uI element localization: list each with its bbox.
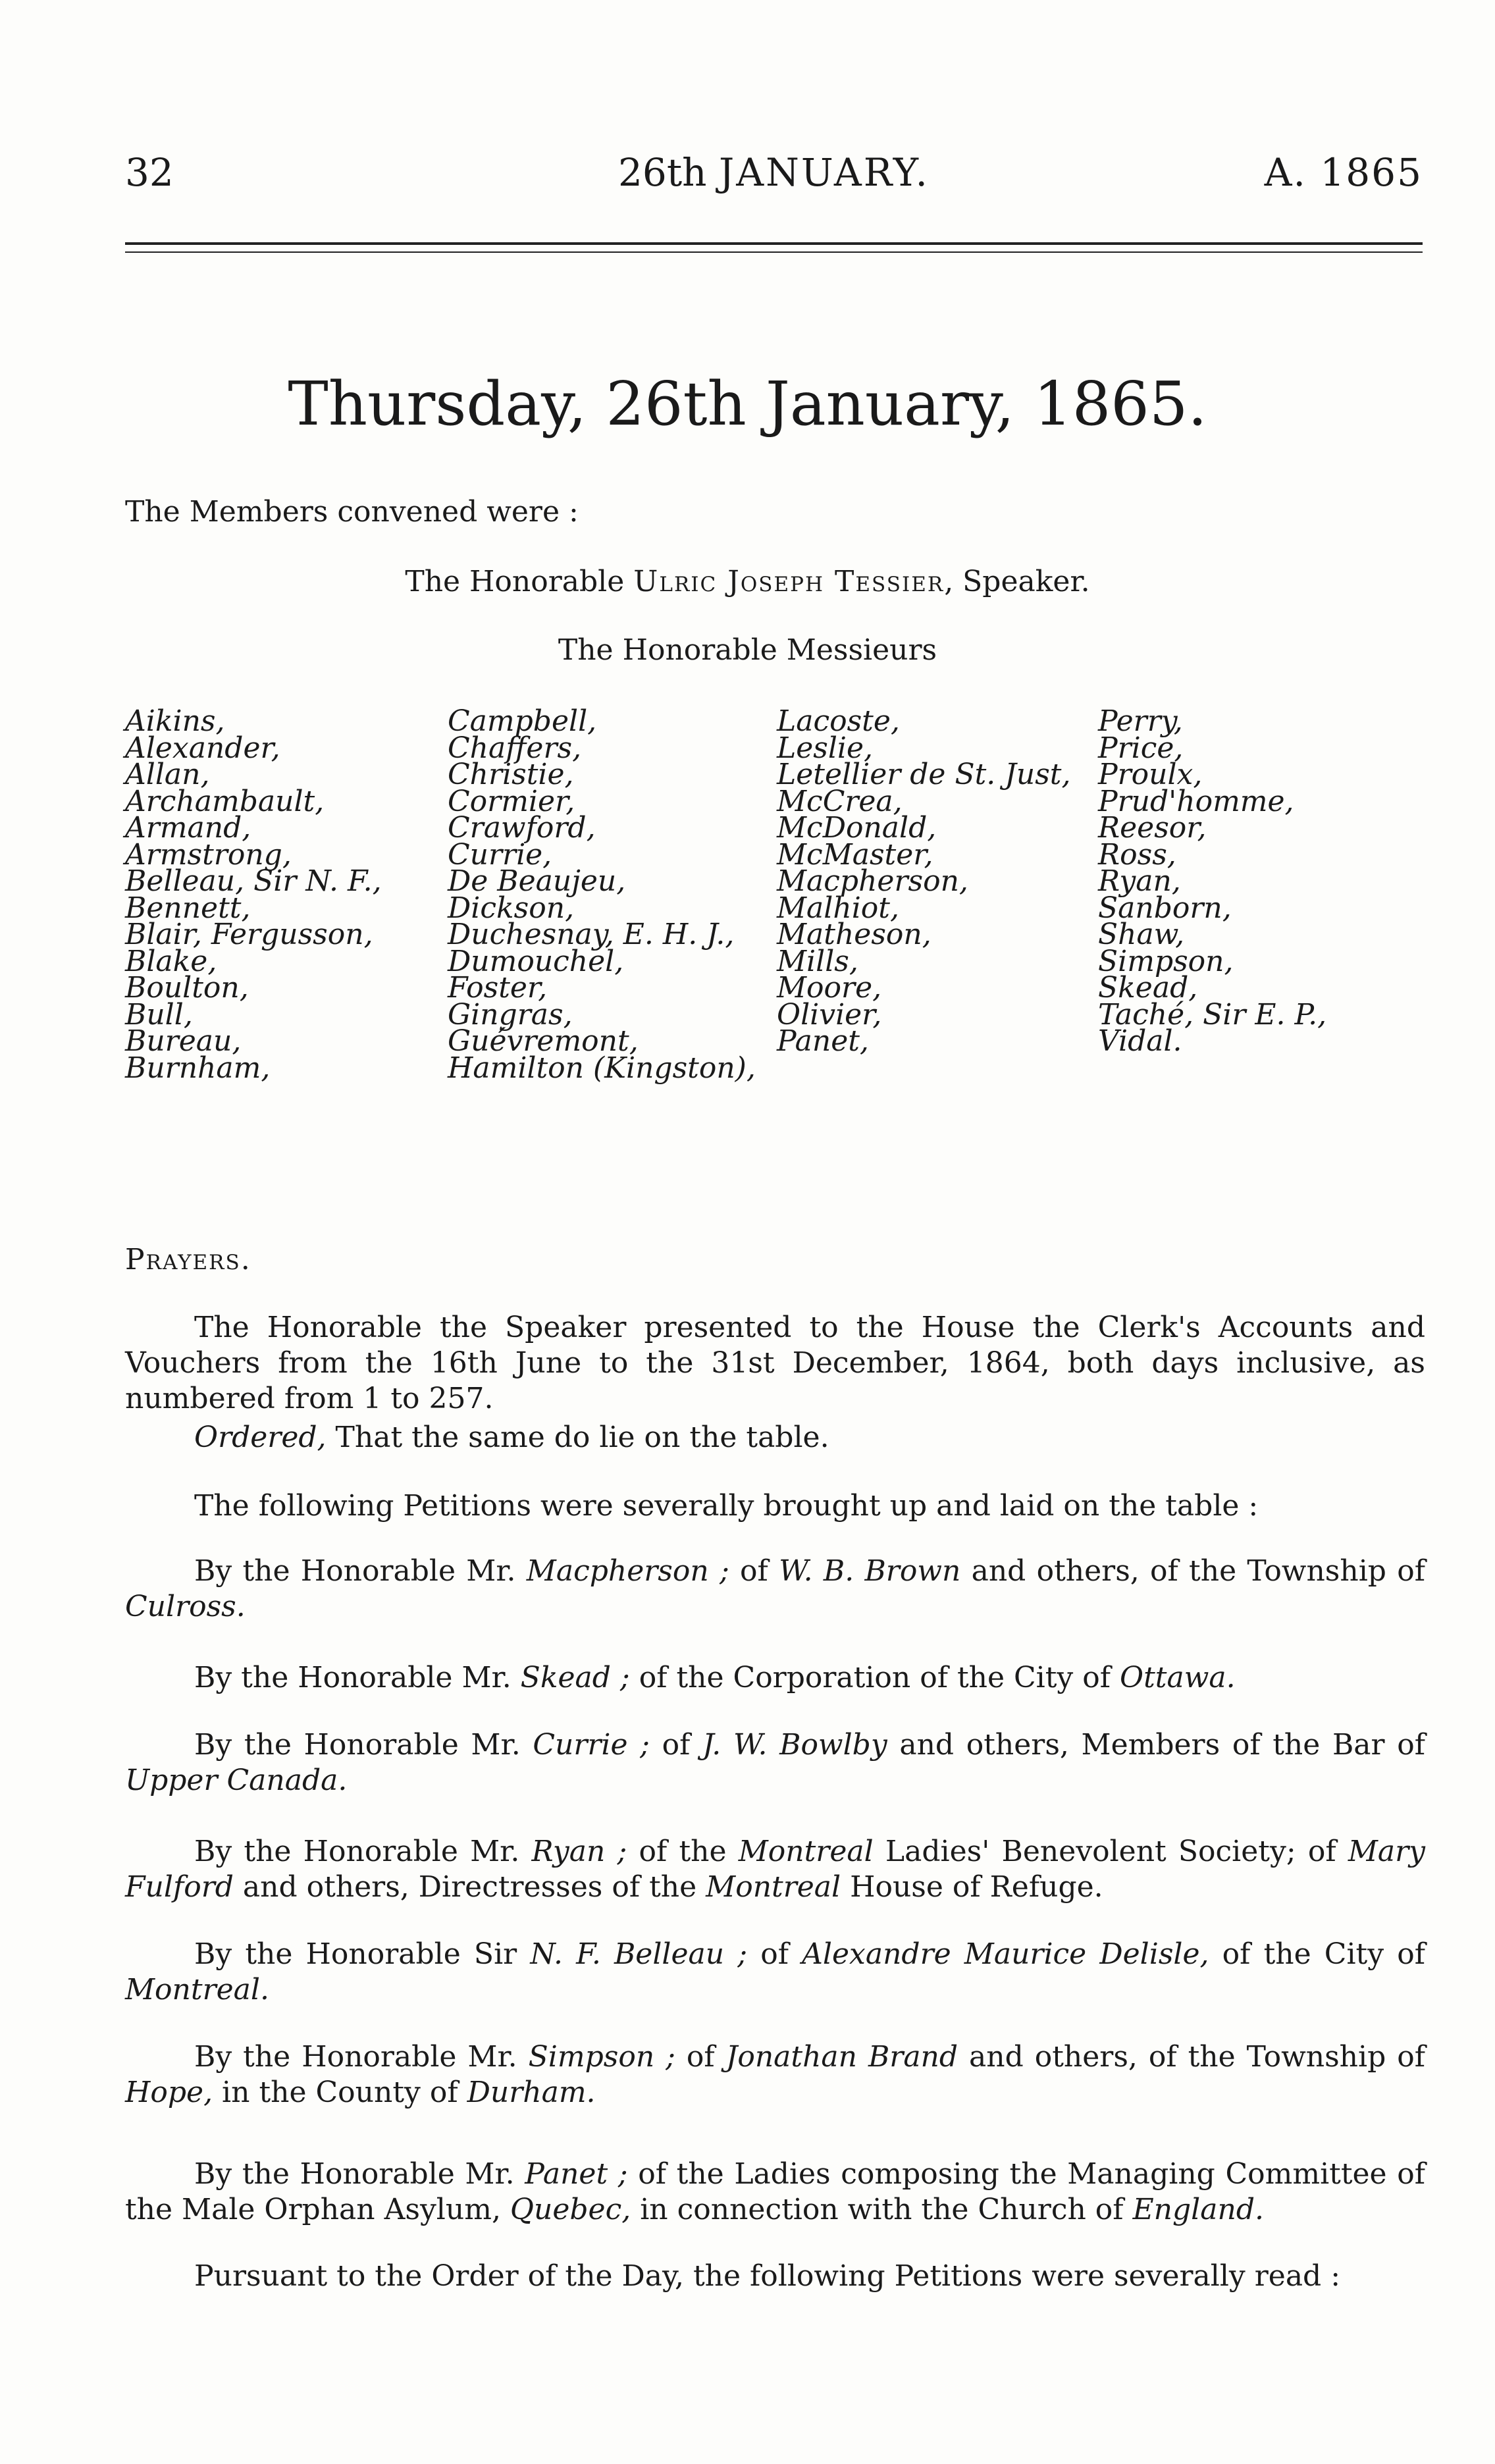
petition-member: N. F. Belleau ;: [530, 1937, 748, 1971]
member-name: De Beaujeu,: [448, 864, 626, 898]
member-name: Bull,: [125, 997, 193, 1032]
member-name: Blair, Fergusson,: [125, 918, 373, 951]
member-name: Armstrong,: [125, 837, 292, 872]
petition-text: By the Honorable Mr.: [194, 1554, 527, 1588]
place-name: Montreal: [706, 1870, 841, 1904]
member-name: Hamilton (Kingston),: [448, 1051, 756, 1085]
petition-text: By the Honorable Mr.: [194, 2040, 529, 2074]
petition-text: and others, Members of the Bar of: [887, 1728, 1425, 1762]
member-name: Crawford,: [448, 811, 596, 845]
place-name: England.: [1132, 2193, 1264, 2226]
member-name: Bureau,: [125, 1024, 242, 1058]
petitioner-name: J. W. Bowlby: [702, 1728, 887, 1762]
member-name: Chaffers,: [448, 731, 582, 765]
running-header: [125, 150, 1423, 203]
speaker-suffix: , Speaker.: [944, 565, 1090, 598]
petition-entry: [125, 1727, 1425, 1798]
speaker-name: Ulric Joseph Tessier: [633, 565, 945, 598]
petition-text: Ladies' Benevolent Society; of: [873, 1835, 1348, 1868]
member-name: Dumouchel,: [448, 944, 624, 978]
petition-text: of: [675, 2040, 726, 2074]
petitions-intro: The following Petitions were severally brought up and laid on the table :: [194, 1489, 1259, 1523]
petition-member: Skead ;: [520, 1661, 630, 1694]
petition-text: of the Corporation of the City of: [629, 1661, 1120, 1694]
petition-entry: [125, 2039, 1425, 2110]
member-name: Panet,: [777, 1024, 869, 1058]
member-name: Macpherson,: [777, 864, 968, 898]
member-name: Campbell,: [448, 704, 597, 738]
member-name: Sanborn,: [1098, 891, 1232, 925]
petitioner-name: Alexandre Maurice Delisle,: [802, 1937, 1209, 1971]
member-name: Belleau, Sir N. F.,: [125, 864, 382, 898]
petition-text: of: [729, 1554, 779, 1588]
place-name: Montreal.: [125, 1973, 269, 2006]
petition-text: House of Refuge.: [841, 1870, 1103, 1904]
member-name: Guévremont,: [448, 1024, 639, 1058]
member-name: Allan,: [125, 758, 210, 791]
member-name: Armand,: [125, 811, 251, 845]
petition-text: By the Honorable Mr.: [194, 1835, 532, 1868]
header-date-month: JANUARY.: [718, 150, 930, 195]
header-date-number: 26th: [618, 150, 707, 195]
member-name: Blake,: [125, 944, 217, 978]
member-name: Cormier,: [448, 784, 575, 818]
member-name: Prud'homme,: [1098, 784, 1294, 818]
accounts-paragraph: [125, 1310, 1425, 1417]
place-name: Hope,: [125, 2076, 213, 2109]
member-name: Moore,: [777, 971, 882, 1005]
member-name: Mills,: [777, 944, 858, 978]
speaker-prefix: The Honorable: [405, 565, 625, 598]
day-title: Thursday, 26th January, 1865.: [288, 369, 1207, 439]
petition-entry: [125, 1554, 1425, 1625]
member-name: Foster,: [448, 971, 548, 1005]
petition-entry: [125, 1660, 1425, 1696]
petition-text: By the Honorable Mr.: [194, 1661, 521, 1694]
petition-text: of the Ladies composing the Managing Committee of the Male Orphan Asylum,: [125, 2157, 1425, 2226]
member-name: Letellier de St. Just,: [777, 758, 1071, 791]
member-name: Christie,: [448, 758, 574, 791]
members-column-2: [448, 704, 756, 1085]
member-name: Taché, Sir E. P.,: [1098, 997, 1327, 1032]
member-name: Archambault,: [125, 784, 325, 818]
petition-text: in connection with the Church of: [631, 2193, 1133, 2226]
accounts-text: The Honorable the Speaker presented to the House the Clerk's Accounts and Vouchers from the 16th June to the 31st December, 1864, both days inclusive, as numbered from 1 to 257.: [125, 1311, 1425, 1415]
petition-text: of: [747, 1937, 802, 1971]
member-name: Burnham,: [125, 1051, 271, 1085]
petition-text: and others, of the Township of: [960, 1554, 1426, 1588]
member-name: Ryan,: [1098, 864, 1181, 898]
member-name: Price,: [1098, 731, 1184, 765]
place-name: Quebec,: [510, 2193, 631, 2226]
petition-text: By the Honorable Mr.: [194, 2157, 525, 2191]
petition-text: By the Honorable Mr.: [194, 1728, 533, 1762]
member-name: Vidal.: [1098, 1024, 1182, 1058]
member-name: Ross,: [1098, 837, 1176, 872]
petition-text: and others, of the Township of: [958, 2040, 1425, 2074]
member-name: Currie,: [448, 837, 552, 872]
petition-text: in the County of: [213, 2076, 467, 2109]
petitioner-name: Mary Fulford: [125, 1835, 1426, 1904]
member-name: McCrea,: [777, 784, 903, 818]
member-name: Lacoste,: [777, 704, 900, 738]
members-column-4: [1098, 704, 1327, 1058]
member-name: Malhiot,: [777, 891, 899, 925]
member-name: Skead,: [1098, 971, 1198, 1005]
header-date: [125, 150, 1423, 195]
petition-member: Ryan ;: [531, 1835, 627, 1868]
member-name: Simpson,: [1098, 944, 1234, 978]
member-name: Reesor,: [1098, 811, 1207, 845]
petition-member: Macpherson ;: [526, 1554, 729, 1588]
member-name: Alexander,: [125, 731, 280, 765]
member-name: Boulton,: [125, 971, 249, 1005]
members-column-3: [777, 704, 1071, 1058]
place-name: Ottawa.: [1120, 1661, 1236, 1694]
header-rule-thick: [125, 242, 1423, 245]
member-name: McMaster,: [777, 837, 933, 872]
prayers-heading: Prayers.: [125, 1243, 251, 1276]
ordered-word: Ordered,: [194, 1421, 327, 1454]
page-number: 32: [125, 150, 174, 195]
members-convened-line: The Members convened were :: [125, 495, 579, 529]
petitioner-name: Jonathan Brand: [725, 2040, 958, 2074]
member-name: Dickson,: [448, 891, 575, 925]
petition-member: Simpson ;: [528, 2040, 675, 2074]
petition-text: By the Honorable Sir: [194, 1937, 531, 1971]
messieurs-line: The Honorable Messieurs: [558, 633, 937, 667]
speaker-line: [0, 565, 1495, 598]
ordered-line: [194, 1421, 829, 1454]
member-name: Aikins,: [125, 704, 225, 738]
member-name: Matheson,: [777, 918, 931, 951]
member-name: Proulx,: [1098, 758, 1203, 791]
petitioner-name: W. B. Brown: [779, 1554, 961, 1588]
petition-text: of: [650, 1728, 703, 1762]
member-name: Leslie,: [777, 731, 874, 765]
member-name: Olivier,: [777, 997, 882, 1032]
members-column-1: [125, 704, 382, 1085]
place-name: Montreal: [738, 1835, 874, 1868]
petition-entry: [125, 1834, 1425, 1905]
member-name: McDonald,: [777, 811, 937, 845]
petition-text: of the: [627, 1835, 739, 1868]
place-name: Durham.: [467, 2076, 596, 2109]
member-name: Gingras,: [448, 997, 573, 1032]
petition-text: of the City of: [1209, 1937, 1425, 1971]
member-name: Bennett,: [125, 891, 251, 925]
member-name: Shaw,: [1098, 918, 1185, 951]
member-name: Perry,: [1098, 704, 1183, 738]
petition-member: Currie ;: [533, 1728, 650, 1762]
place-name: Upper Canada.: [125, 1764, 348, 1797]
order-of-day-line: Pursuant to the Order of the Day, the following Petitions were severally read :: [194, 2259, 1341, 2293]
member-name: Duchesnay, E. H. J.,: [448, 918, 735, 951]
ordered-rest: That the same do lie on the table.: [326, 1421, 829, 1454]
header-rule-thin: [125, 251, 1423, 253]
petition-entry: [125, 2157, 1425, 2228]
place-name: Culross.: [125, 1590, 246, 1623]
petition-text: and others, Directresses of the: [233, 1870, 706, 1904]
petition-member: Panet ;: [525, 2157, 628, 2191]
petition-entry: [125, 1937, 1425, 2008]
header-year: A. 1865: [1264, 150, 1423, 195]
